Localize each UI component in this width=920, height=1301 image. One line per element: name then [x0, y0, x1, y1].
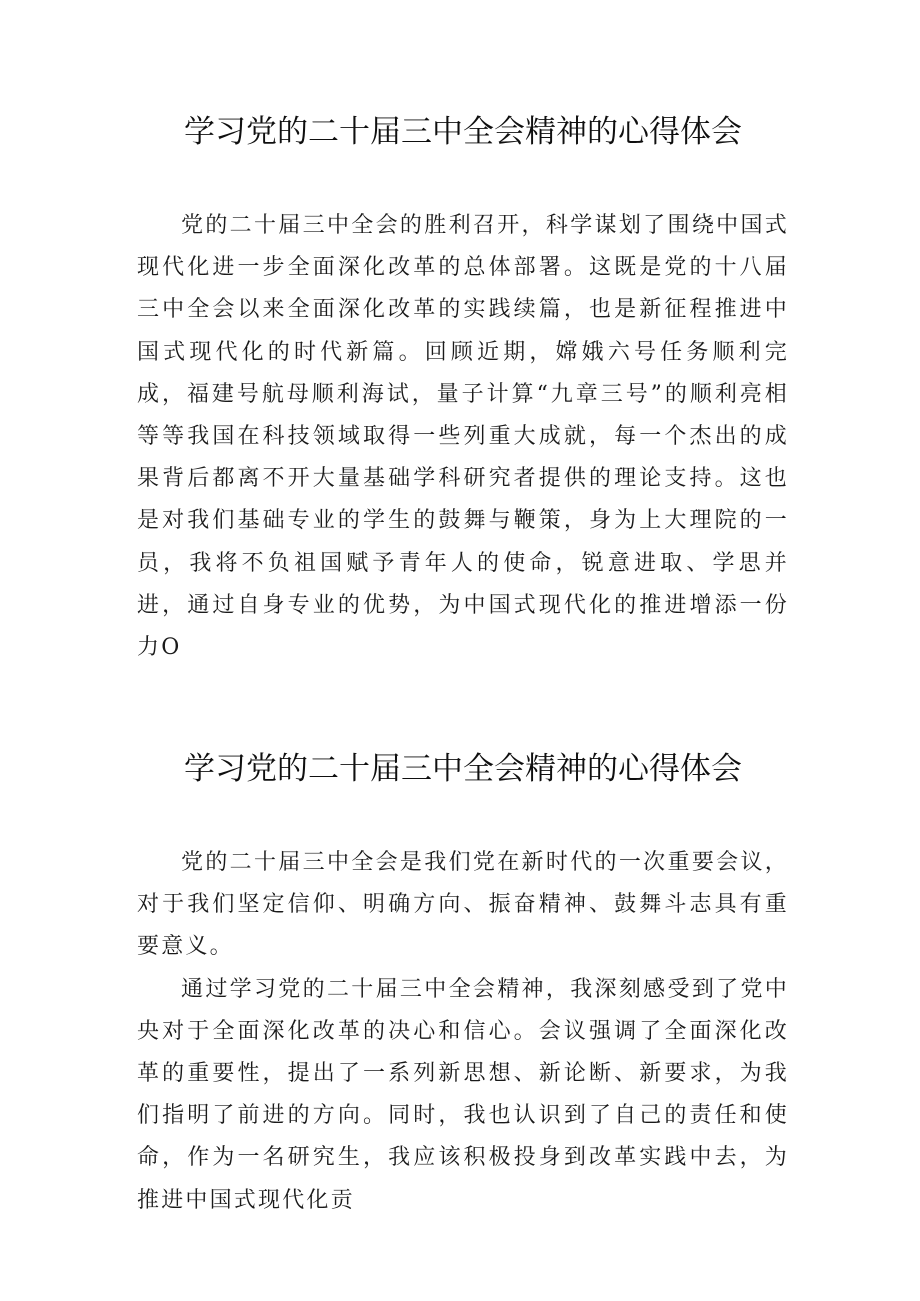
essay-paragraph: 通过学习党的二十届三中全会精神，我深刻感受到了党中央对于全面深化改革的决心和信心。会议强调了全面深化改革的重要性，提出了一系列新思想、新论断、新要求，为我们指明了前进的方向。同时，我也认识到了自己的责任和使命，作为一名研究生，我应该积极投身到改革实践中去，为推进中国式现代化贡	[137, 976, 789, 1213]
essay-section-2	[137, 745, 789, 1222]
essay-title: 学习党的二十届三中全会精神的心得体会	[184, 114, 742, 150]
essay-paragraph: 党的二十届三中全会的胜利召开，科学谋划了围绕中国式现代化进一步全面深化改革的总体部署。这既是党的十八届三中全会以来全面深化改革的实践续篇，也是新征程推进中国式现代化的时代新篇。回顾近期，嫦娥六号任务顺利完成，福建号航母顺利海试，量子计算“九章三号”的顺利亮相等等我国在科技领域取得一些列重大成就，每一个杰出的成果背后都离不开大量基础学科研究者提供的理论支持。这也是对我们基础专业的学生的鼓舞与鞭策，身为上大理院的一员，我将不负祖国赋予青年人的使命，锐意进取、学思并进，通过自身专业的优势，为中国式现代化的推进增添一份力O	[137, 213, 789, 661]
essay-section-1	[137, 108, 789, 669]
essay-title: 学习党的二十届三中全会精神的心得体会	[184, 751, 742, 787]
essay-paragraph: 党的二十届三中全会是我们党在新时代的一次重要会议，对于我们坚定信仰、明确方向、振奋精神、鼓舞斗志具有重要意义。	[137, 850, 789, 960]
